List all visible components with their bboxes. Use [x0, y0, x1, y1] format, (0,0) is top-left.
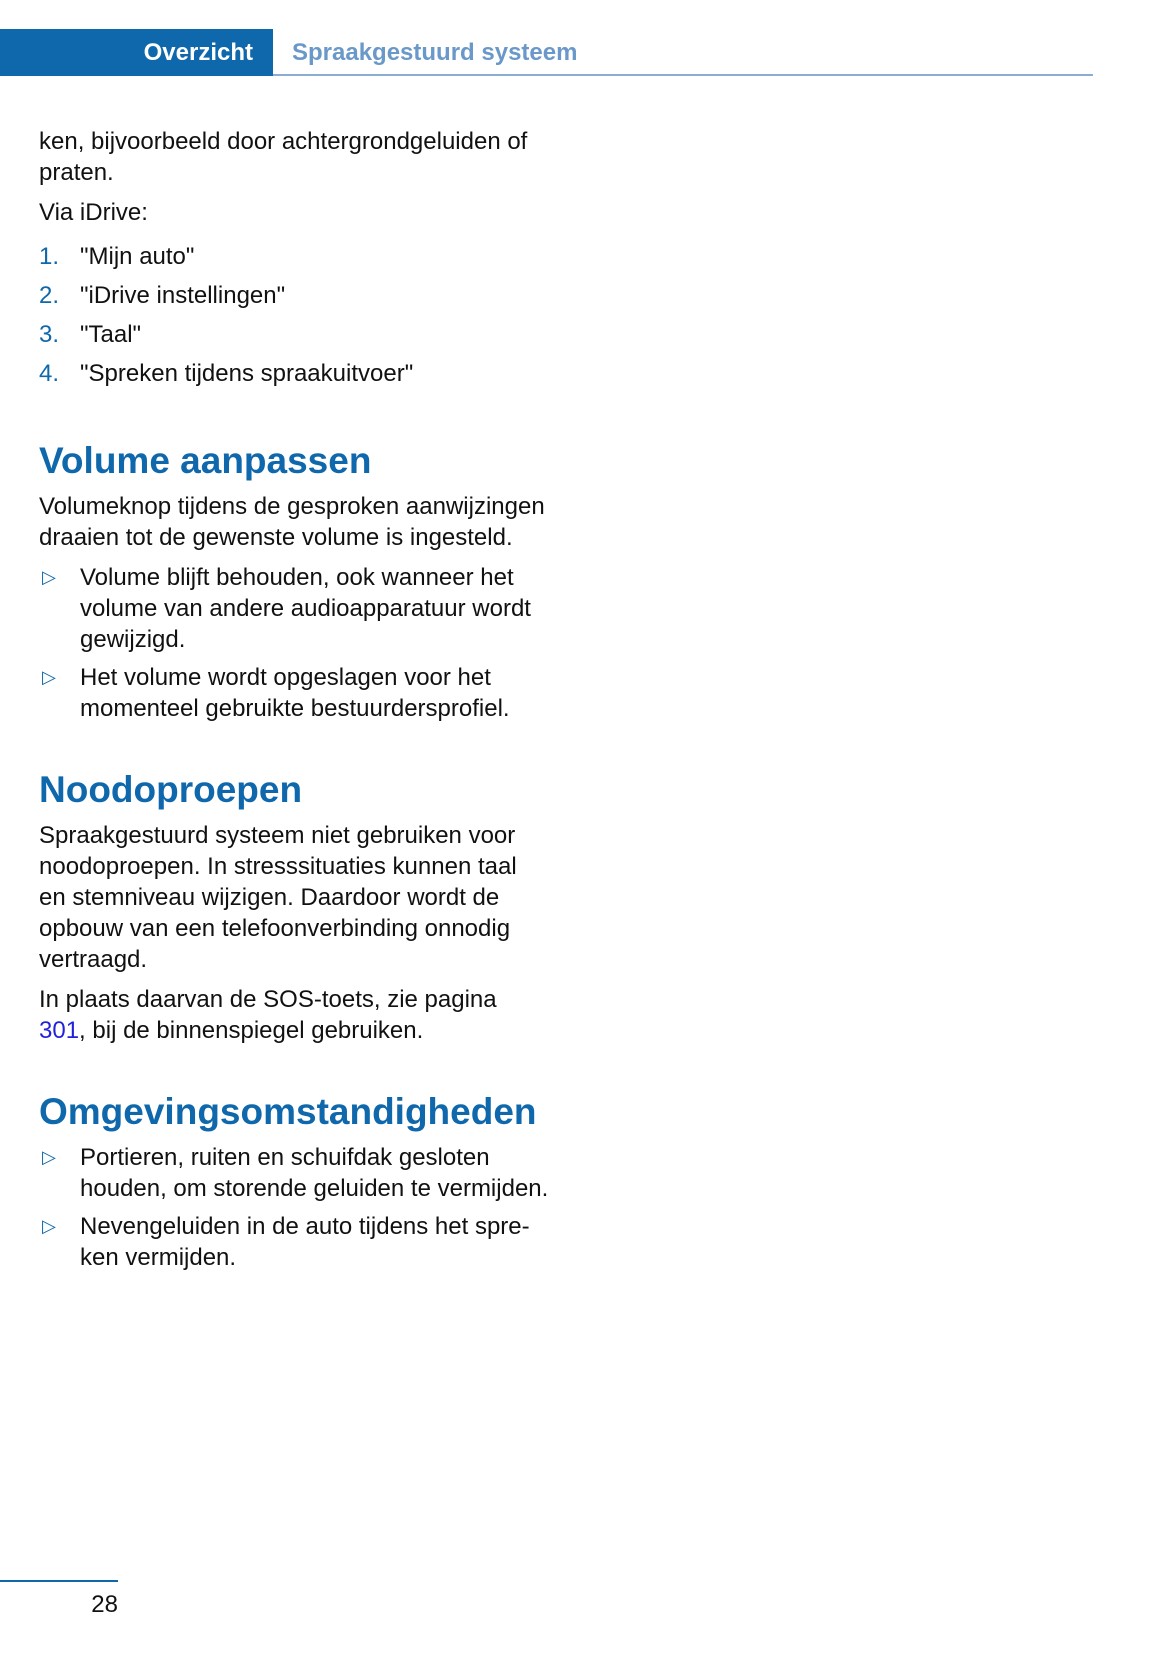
heading-noodoproepen: Noodoproepen: [39, 769, 303, 810]
main-column: [39, 126, 549, 1280]
step-text: "Taal": [80, 321, 142, 348]
tab-overzicht[interactable]: Overzicht: [0, 29, 273, 76]
step-number: 4.: [39, 360, 60, 387]
volume-paragraph: Volumeknop tijdens de gesproken aanwijzingen draaien tot de gewenste volume is ingesteld.: [39, 493, 545, 551]
step-number: 3.: [39, 321, 60, 348]
sos-reference: [39, 984, 549, 1046]
section-title: Spraakgestuurd systeem: [292, 39, 578, 66]
list-item: [39, 358, 549, 389]
page-number: 28: [91, 1591, 118, 1618]
emergency-paragraph: Spraakgestuurd systeem niet gebruiken voor noodoproepen. In stresssituaties kunnen taal en stemniveau wijzigen. Daardoor wordt de opbouw van een telefoonverbinding onnodig vertraagd.: [39, 822, 517, 973]
bullet-triangle-icon: ▷: [42, 1147, 56, 1167]
bullet-text: Volume blijft behouden, ook wanneer het volume van andere audioapparatuur wordt gewijzigd.: [80, 564, 531, 653]
list-item: [39, 319, 549, 350]
page-link-301[interactable]: 301: [39, 1017, 80, 1044]
step-text: "Mijn auto": [80, 243, 195, 270]
volume-bullets: [39, 562, 549, 724]
environment-bullets: [39, 1142, 549, 1273]
page-header: [0, 29, 1093, 76]
list-item: [39, 280, 549, 311]
list-item: [39, 241, 549, 272]
step-number: 2.: [39, 282, 60, 309]
bullet-text: Portieren, ruiten en schuifdak gesloten houden, om storende geluiden te vermijden.: [80, 1144, 549, 1202]
list-item: [39, 1142, 549, 1204]
bullet-text: Het volume wordt opgeslagen voor het momenteel gebruikte bestuurdersprofiel.: [80, 664, 510, 722]
header-divider: [273, 74, 1093, 76]
step-number: 1.: [39, 243, 60, 270]
step-text: "iDrive instellingen": [80, 282, 286, 309]
sos-ref-before: In plaats daarvan de SOS-toets, zie pagina: [39, 986, 497, 1013]
bullet-triangle-icon: ▷: [42, 1216, 56, 1236]
idrive-steps-list: [39, 241, 549, 389]
bullet-triangle-icon: ▷: [42, 567, 56, 587]
heading-omgevingsomstandigheden: Omgevingsomstandigheden: [39, 1091, 537, 1132]
intro-paragraph: ken, bijvoorbeeld door achtergrondgeluiden of praten.: [39, 128, 528, 186]
list-item: [39, 562, 549, 655]
bullet-triangle-icon: ▷: [42, 667, 56, 687]
list-item: [39, 1211, 549, 1273]
heading-volume: Volume aanpassen: [39, 440, 372, 481]
footer-divider: [0, 1580, 118, 1582]
via-idrive-label: Via iDrive:: [39, 199, 148, 226]
list-item: [39, 662, 549, 724]
bullet-text: Nevengeluiden in de auto tijdens het spreken vermijden.: [80, 1213, 530, 1271]
step-text: "Spreken tijdens spraakuitvoer": [80, 360, 414, 387]
sos-ref-after: , bij de binnenspiegel gebruiken.: [79, 1017, 424, 1044]
